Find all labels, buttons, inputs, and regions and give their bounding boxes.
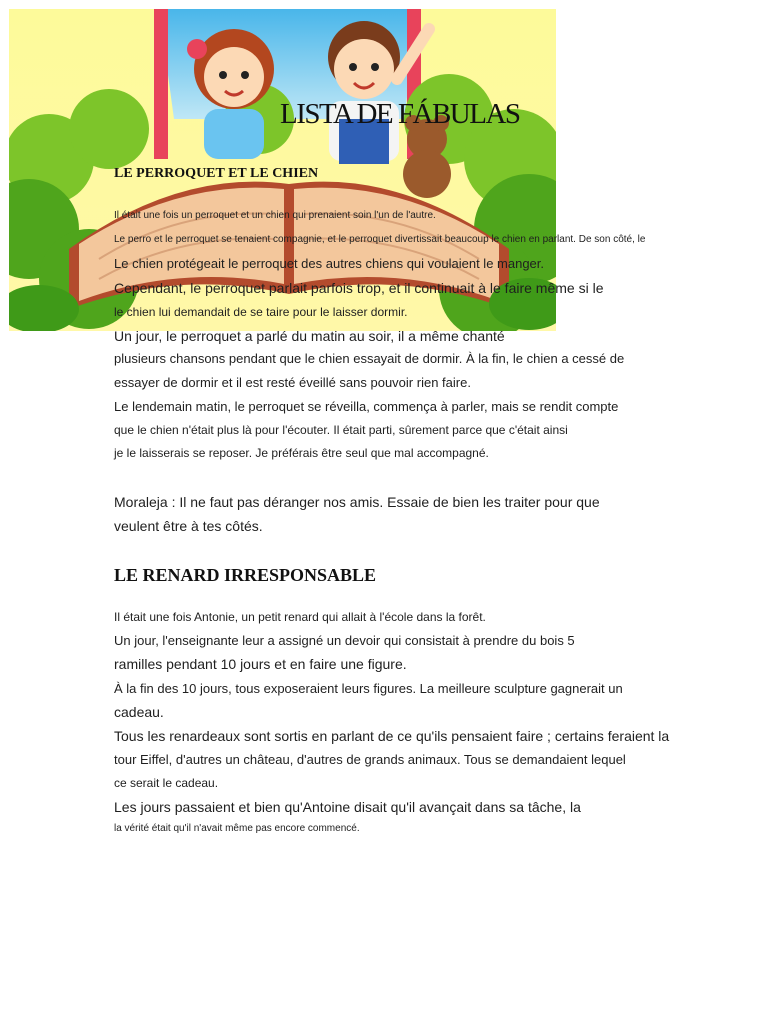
fable1-line: Le perro et le perroquet se tenaient compagnie, et le perroquet divertissait beaucoup le chien en parlant. De son côté, le	[114, 234, 646, 245]
fable1-moral: Moraleja : Il ne faut pas déranger nos amis. Essaie de bien les traiter pour que	[114, 494, 600, 510]
fable1-line: je le laisserais se reposer. Je préférais être seul que mal accompagné.	[114, 446, 489, 460]
fable1-line: le chien lui demandait de se taire pour le laisser dormir.	[114, 305, 408, 319]
fable2-line: la vérité était qu'il n'avait même pas encore commencé.	[114, 823, 360, 834]
fable1-heading: LE PERROQUET ET LE CHIEN	[114, 166, 319, 181]
fable2-line: Un jour, l'enseignante leur a assigné un devoir qui consistait à prendre du bois 5	[114, 633, 575, 648]
fable2-line: Tous les renardeaux sont sortis en parlant de ce qu'ils pensaient faire ; certains feraient la	[114, 728, 670, 744]
fable1-line: Le lendemain matin, le perroquet se réveilla, commença à parler, mais se rendit compte	[114, 399, 619, 414]
fable1-line: essayer de dormir et il est resté éveillé sans pouvoir rien faire.	[114, 375, 471, 390]
page-title: LISTA DE FÁBULAS	[280, 98, 520, 130]
fable1-line: que le chien n'était plus là pour l'écouter. Il était parti, sûrement parce que c'était ainsi	[114, 423, 568, 437]
fable2-heading: LE RENARD IRRESPONSABLE	[114, 565, 377, 585]
fable1-moral: veulent être à tes côtés.	[114, 518, 263, 534]
fable2-line: Les jours passaient et bien qu'Antoine disait qu'il avançait dans sa tâche, la	[114, 799, 581, 815]
fable2-line: tour Eiffel, d'autres un château, d'autres de grands animaux. Tous se demandaient lequel	[114, 752, 626, 767]
fable1-line: Le chien protégeait le perroquet des autres chiens qui voulaient le manger.	[114, 256, 545, 271]
fable1-line: plusieurs chansons pendant que le chien essayait de dormir. À la fin, le chien a cessé de	[114, 351, 625, 366]
fable1-line: Il était une fois un perroquet et un chien qui prenaient soin l'un de l'autre.	[114, 210, 436, 221]
fable2-line: À la fin des 10 jours, tous exposeraient leurs figures. La meilleure sculpture gagnerait un	[114, 681, 623, 696]
fable2-line: Il était une fois Antonie, un petit renard qui allait à l'école dans la forêt.	[114, 610, 486, 624]
fable1-line: Cependant, le perroquet parlait parfois trop, et il continuait à le faire même si le	[114, 280, 604, 296]
fable1-line: Un jour, le perroquet a parlé du matin au soir, il a même chanté	[114, 328, 505, 344]
fable2-line: ce serait le cadeau.	[114, 776, 219, 790]
fable2-line: ramilles pendant 10 jours et en faire une figure.	[114, 656, 407, 672]
fable2-line: cadeau.	[114, 704, 164, 720]
